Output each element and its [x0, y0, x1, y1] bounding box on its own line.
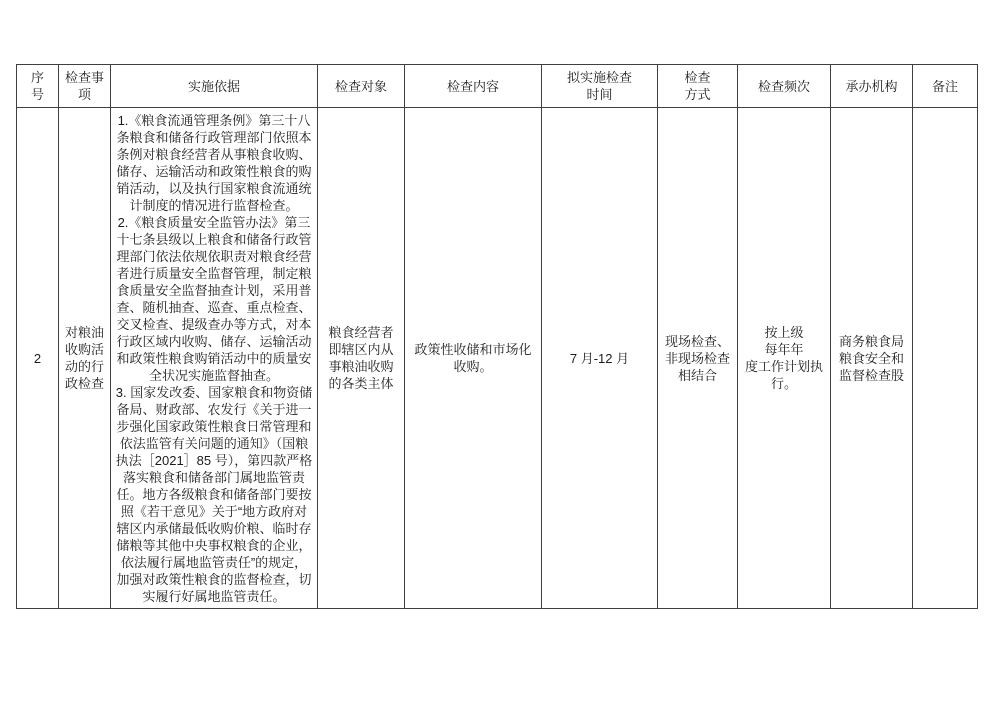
header-planned-time: 拟实施检查 时间	[542, 65, 658, 108]
cell-remarks	[913, 108, 978, 609]
cell-inspection-content: 政策性收储和市场化 收购。	[405, 108, 542, 609]
header-serial-number: 序 号	[17, 65, 59, 108]
cell-implementation-basis: 1.《粮食流通管理条例》第三十八 条粮食和储备行政管理部门依照本 条例对粮食经营者从事粮食收购、 储存、运输活动和政策性粮食的购 销活动，以及执行国家粮食流通统 计制度的情况进行监督检查。 2.《粮食质量安全监管办法》第三 十七条县级以上粮食和储备行政管 理部门依法依规依职责对粮食经营 者进行质量安全监督管理，制定粮 食质量安全监督抽查计划，采用普 查、随机抽查、巡查、重点检查、 交叉检查、提级查办等方式，对本 行政区域内收购、储存、运输活动 和政策性粮食购销活动中的质量安 全状况实施监督抽查。 3. 国家发改委、国家粮食和物资储 备局、财政部、农发行《关于进一 步强化国家政策性粮食日常管理和 依法监管有关问题的通知》（国粮 执法［2021］85 号），第四款严格 落实粮食和储备部门属地监管责 任。地方各级粮食和储备部门要按 照《若干意见》关于“地方政府对 辖区内承储最低收购价粮、临时存 储粮等其他中央事权粮食的企业， 依法履行属地监管责任”的规定， 加强对政策性粮食的监督检查，切 实履行好属地监管责任。	[111, 108, 318, 609]
header-remarks: 备注	[913, 65, 978, 108]
cell-planned-time: 7 月-12 月	[542, 108, 658, 609]
header-inspection-item: 检查事 项	[59, 65, 111, 108]
inspection-table	[16, 64, 978, 609]
cell-undertaking-agency: 商务粮食局 粮食安全和 监督检查股	[831, 108, 913, 609]
header-inspection-method: 检查 方式	[658, 65, 738, 108]
header-inspection-content: 检查内容	[405, 65, 542, 108]
table-row	[17, 108, 978, 609]
header-implementation-basis: 实施依据	[111, 65, 318, 108]
table-header-row	[17, 65, 978, 108]
cell-inspection-method: 现场检查、 非现场检查 相结合	[658, 108, 738, 609]
cell-serial-number: 2	[17, 108, 59, 609]
header-inspection-frequency: 检查频次	[738, 65, 831, 108]
header-undertaking-agency: 承办机构	[831, 65, 913, 108]
header-inspection-target: 检查对象	[318, 65, 405, 108]
cell-inspection-frequency: 按上级 每年年 度工作计划执 行。	[738, 108, 831, 609]
cell-inspection-target: 粮食经营者 即辖区内从 事粮油收购 的各类主体	[318, 108, 405, 609]
cell-inspection-item: 对粮油 收购活 动的行 政检查	[59, 108, 111, 609]
